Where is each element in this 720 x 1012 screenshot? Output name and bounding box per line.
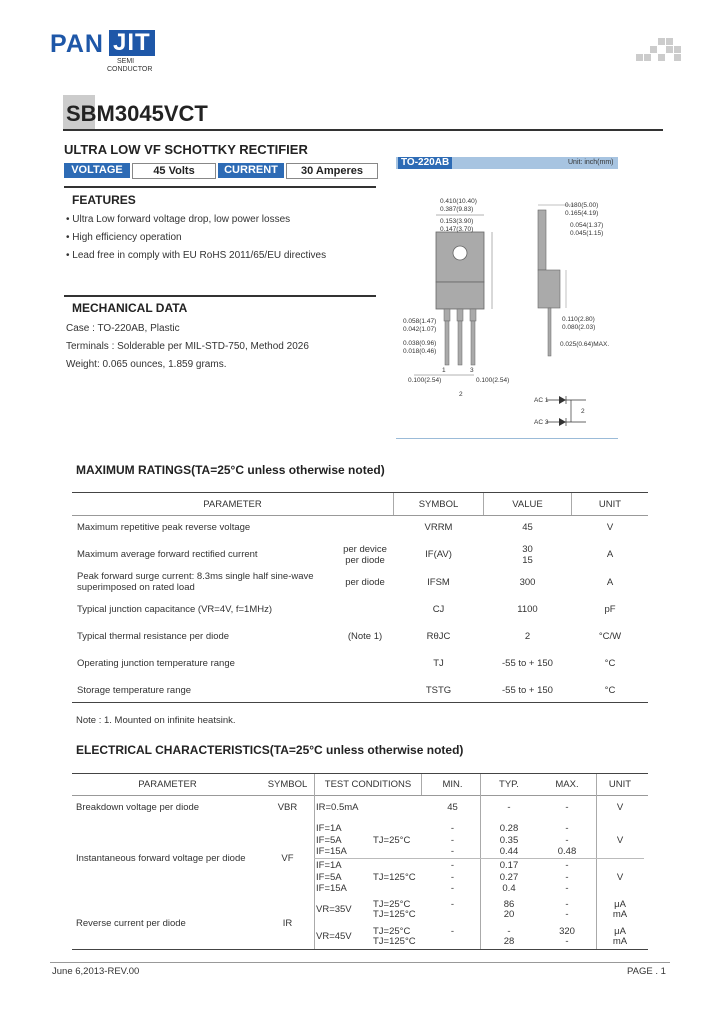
- rating-cond: per device per diode: [343, 544, 387, 566]
- rating-param: Storage temperature range: [77, 685, 192, 696]
- logo-jit: JIT: [109, 30, 155, 56]
- elec-typ: 0.27: [499, 872, 519, 883]
- elec-max: 320: [559, 926, 575, 937]
- header-min: MIN.: [442, 779, 463, 790]
- dim-label: 0.080(2.03): [562, 324, 596, 331]
- elec-min: 45: [447, 802, 458, 813]
- elec-max: -: [565, 909, 569, 920]
- feature-item: • Lead free in comply with EU RoHS 2011/65/EU directives: [66, 250, 327, 261]
- footer-date: June 6,2013-REV.00: [52, 966, 140, 977]
- elec-symbol: VF: [281, 853, 294, 864]
- header-unit: UNIT: [608, 779, 632, 790]
- rating-value: 30 15: [522, 544, 533, 566]
- page-title: SBM3045VCT: [66, 101, 208, 126]
- footer-page: PAGE . 1: [627, 966, 666, 977]
- elec-unit: μA: [614, 899, 626, 910]
- elec-cond: IF=5A: [316, 835, 342, 846]
- side-body: [538, 270, 560, 308]
- rating-param: Peak forward surge current: 8.3ms single half sine-wave superimposed on rated load: [77, 571, 314, 593]
- elec-cond: VR=35V: [316, 904, 352, 915]
- elec-temp: TJ=125°C: [373, 872, 416, 883]
- elec-typ: 28: [503, 936, 515, 947]
- package-unit: Unit: inch(mm): [568, 159, 614, 166]
- rating-symbol: TJ: [433, 658, 444, 669]
- header-parameter: PARAMETER: [138, 779, 197, 790]
- rating-value: 300: [519, 577, 536, 588]
- dim-label: 0.147(3.70): [440, 226, 474, 233]
- schematic-label: 2: [581, 408, 585, 415]
- rating-value: 2: [524, 631, 531, 642]
- elec-min: -: [450, 823, 455, 834]
- mechanical-title: MECHANICAL DATA: [72, 301, 188, 315]
- mechanical-item: Weight: 0.065 ounces, 1.859 grams.: [66, 359, 227, 370]
- body-outline: [436, 282, 484, 309]
- dim-label: 0.058(1.47): [403, 318, 437, 325]
- elec-title: ELECTRICAL CHARACTERISTICS(TA=25°C unless otherwise noted): [76, 743, 464, 757]
- elec-unit: V: [616, 802, 624, 813]
- lead-3: [471, 321, 475, 365]
- dim-label: 0.110(2.80): [562, 316, 595, 323]
- table-rule: [72, 492, 648, 493]
- rating-symbol: RθJC: [426, 631, 451, 642]
- header-unit: UNIT: [598, 499, 622, 510]
- elec-min: -: [450, 846, 455, 857]
- rating-symbol: VRRM: [424, 522, 453, 533]
- diode-symbol-icon: [559, 418, 566, 426]
- footer-rule: [50, 962, 670, 963]
- pin-label: 3: [470, 367, 474, 374]
- elec-cond: IF=5A: [316, 872, 342, 883]
- elec-unit: mA: [612, 936, 628, 947]
- table-rule: [314, 858, 644, 859]
- dim-label: 0.100(2.54): [408, 377, 442, 384]
- table-rule: [72, 773, 648, 774]
- dim-label: 0.165(4.19): [565, 210, 599, 217]
- elec-temp: TJ=125°C: [373, 909, 416, 920]
- schematic-label: AC 1: [534, 397, 549, 404]
- lead-1: [445, 321, 449, 365]
- feature-item: • Ultra Low forward voltage drop, low power losses: [66, 214, 291, 225]
- elec-typ: 0.44: [499, 846, 519, 857]
- rating-param: Typical thermal resistance per diode: [77, 631, 230, 642]
- header-symbol: SYMBOL: [267, 779, 308, 790]
- rating-unit: pF: [604, 604, 616, 615]
- mechanical-divider: [64, 295, 376, 297]
- footnote: Note : 1. Mounted on infinite heatsink.: [76, 715, 236, 726]
- package-divider: [396, 438, 618, 439]
- dim-label: 0.025(0.64)MAX.: [560, 341, 610, 348]
- feature-item: • High efficiency operation: [66, 232, 182, 243]
- rating-unit: °C: [604, 658, 616, 669]
- elec-min: -: [450, 860, 455, 871]
- rating-unit: °C: [604, 685, 616, 696]
- rating-unit: A: [606, 549, 614, 560]
- side-lead: [548, 308, 551, 356]
- header-max: MAX.: [555, 779, 579, 790]
- dim-label: 0.180(5.00): [565, 202, 599, 209]
- logo-subtitle: SEMI CONDUCTOR: [107, 58, 153, 73]
- elec-min: -: [450, 883, 455, 894]
- elec-param: Breakdown voltage per diode: [76, 802, 200, 813]
- pin-label: 1: [442, 367, 446, 374]
- elec-typ: 0.35: [499, 835, 519, 846]
- features-divider: [64, 186, 376, 188]
- elec-max: 0.48: [557, 846, 577, 857]
- elec-param: Reverse current per diode: [76, 918, 186, 929]
- elec-max: -: [565, 802, 569, 813]
- rating-value: 1100: [517, 604, 538, 615]
- elec-cond: VR=45V: [316, 931, 352, 942]
- elec-cond: IF=1A: [316, 860, 342, 871]
- current-value: 30 Amperes: [286, 163, 378, 179]
- dim-label: 0.045(1.15): [570, 230, 604, 237]
- rating-unit: V: [606, 522, 614, 533]
- rating-symbol: IF(AV): [425, 549, 452, 560]
- subtitle: ULTRA LOW VF SCHOTTKY RECTIFIER: [64, 142, 308, 157]
- decor-squares-icon: [636, 38, 680, 60]
- table-rule: [72, 515, 648, 516]
- voltage-label: VOLTAGE: [64, 163, 130, 178]
- diode-symbol-icon: [559, 396, 566, 404]
- voltage-value: 45 Volts: [132, 163, 216, 179]
- header-value: VALUE: [512, 499, 543, 510]
- elec-typ: 0.17: [499, 860, 519, 871]
- elec-temp: TJ=125°C: [373, 936, 416, 947]
- elec-typ: -: [507, 802, 511, 813]
- elec-symbol: IR: [282, 918, 293, 929]
- dim-label: 0.042(1.07): [403, 326, 437, 333]
- dim-label: 0.018(0.46): [403, 348, 437, 355]
- mechanical-item: Case : TO-220AB, Plastic: [66, 323, 180, 334]
- schematic-label: AC 3: [534, 419, 549, 426]
- elec-symbol: VBR: [277, 802, 298, 813]
- rating-unit: °C/W: [598, 631, 622, 642]
- side-tab: [538, 210, 546, 270]
- elec-param: Instantaneous forward voltage per diode: [76, 853, 246, 864]
- features-title: FEATURES: [72, 193, 136, 207]
- elec-unit: μA: [614, 926, 626, 937]
- table-rule: [72, 949, 648, 950]
- rating-value: -55 to + 150: [502, 685, 553, 696]
- elec-typ: -: [507, 926, 511, 937]
- elec-cond: IR=0.5mA: [316, 802, 359, 813]
- elec-max: -: [565, 899, 569, 910]
- elec-max: -: [565, 936, 569, 947]
- elec-cond: IF=1A: [316, 823, 342, 834]
- rating-param: Typical junction capacitance (VR=4V, f=1MHz): [77, 604, 273, 615]
- logo-pan: PAN: [50, 30, 104, 58]
- elec-min: -: [450, 926, 455, 937]
- header-conditions: TEST CONDITIONS: [324, 779, 412, 790]
- elec-typ: 86: [503, 899, 515, 910]
- pin-label: 2: [459, 391, 463, 398]
- dim-label: 0.410(10.40): [440, 198, 477, 205]
- elec-max: -: [565, 823, 569, 834]
- table-rule: [72, 702, 648, 703]
- rating-param: Maximum repetitive peak reverse voltage: [77, 522, 251, 533]
- header-symbol: SYMBOL: [418, 499, 459, 510]
- elec-temp: TJ=25°C: [373, 926, 411, 937]
- elec-unit: mA: [612, 909, 628, 920]
- dim-label: 0.387(9.83): [440, 206, 474, 213]
- package-label: TO-220AB: [398, 157, 452, 169]
- current-label: CURRENT: [218, 163, 284, 178]
- elec-max: -: [565, 872, 569, 883]
- rating-value: 45: [522, 522, 533, 533]
- rating-param: Operating junction temperature range: [77, 658, 235, 669]
- elec-max: -: [565, 835, 569, 846]
- rating-value: -55 to + 150: [502, 658, 553, 669]
- header-parameter: PARAMETER: [203, 499, 262, 510]
- elec-temp: TJ=25°C: [373, 835, 411, 846]
- elec-min: -: [450, 872, 455, 883]
- elec-typ: 20: [503, 909, 515, 920]
- elec-max: -: [565, 883, 569, 894]
- rating-symbol: CJ: [432, 604, 445, 615]
- elec-cond: IF=15A: [316, 883, 347, 894]
- elec-max: -: [565, 860, 569, 871]
- mount-hole-icon: [453, 246, 467, 260]
- elec-typ: 0.4: [502, 883, 516, 894]
- rating-param: Maximum average forward rectified current: [77, 549, 258, 560]
- rating-cond: per diode: [345, 577, 385, 588]
- dim-label: 0.054(1.37): [570, 222, 604, 229]
- table-rule: [72, 795, 648, 796]
- dim-label: 0.038(0.96): [403, 340, 437, 347]
- rating-symbol: TSTG: [425, 685, 452, 696]
- dim-label: 0.153(3.90): [440, 218, 474, 225]
- elec-min: -: [450, 899, 455, 910]
- elec-cond: IF=15A: [316, 846, 347, 857]
- dim-label: 0.100(2.54): [476, 377, 510, 384]
- max-ratings-title: MAXIMUM RATINGS(TA=25°C unless otherwise noted): [76, 463, 385, 477]
- lead-2: [458, 321, 462, 365]
- header-typ: TYP.: [499, 779, 519, 790]
- elec-min: -: [450, 835, 455, 846]
- elec-unit: V: [616, 835, 624, 846]
- elec-typ: 0.28: [499, 823, 519, 834]
- rating-cond: (Note 1): [347, 631, 383, 642]
- elec-temp: TJ=25°C: [373, 899, 411, 910]
- rating-unit: A: [606, 577, 614, 588]
- mechanical-item: Terminals : Solderable per MIL-STD-750, Method 2026: [66, 341, 309, 352]
- elec-unit: V: [616, 872, 624, 883]
- rating-symbol: IFSM: [427, 577, 450, 588]
